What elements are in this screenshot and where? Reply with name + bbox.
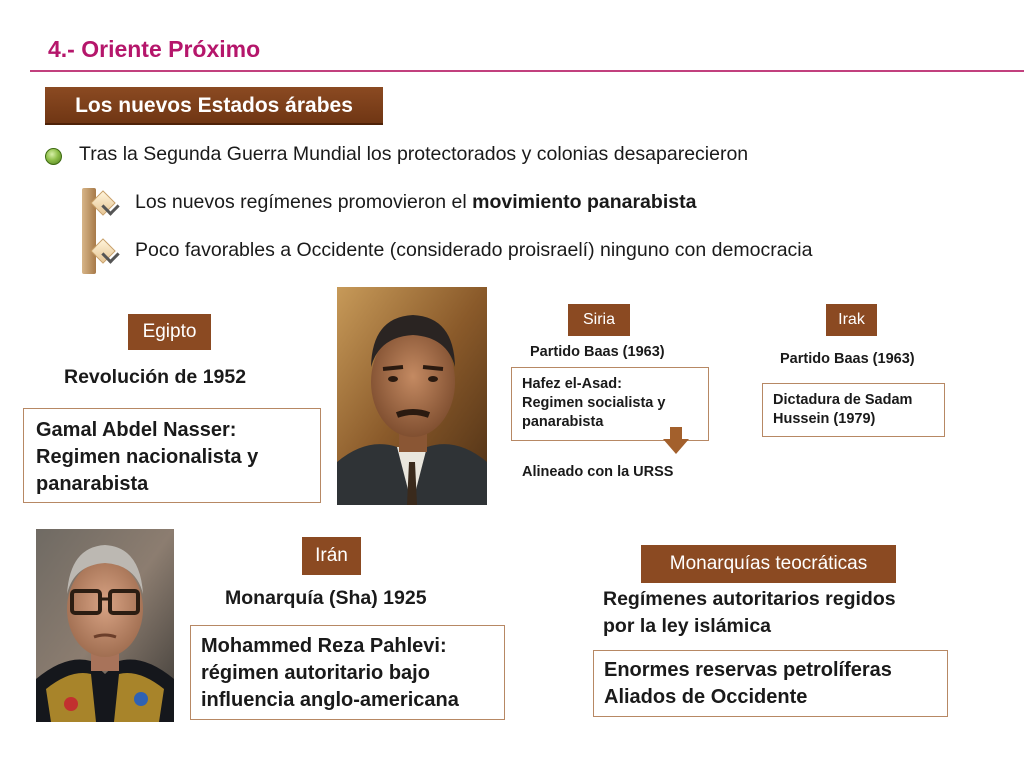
monarquias-box-line: Aliados de Occidente (604, 686, 808, 708)
intro-sub-1 (135, 191, 696, 214)
siria-box-line: Regimen socialista y (522, 395, 666, 411)
egipto-box-line: Gamal Abdel Nasser: (36, 419, 237, 441)
iran-box-line: influencia anglo-americana (201, 689, 459, 711)
intro-sub-1-bold: movimiento panarabista (472, 191, 697, 213)
iran-box-line: régimen autoritario bajo (201, 662, 430, 684)
iran-box (190, 625, 505, 720)
iran-tag: Irán (302, 537, 361, 575)
monarquias-box-line: Enormes reservas petrolíferas (604, 659, 892, 681)
intro-main-text: Tras la Segunda Guerra Mundial los protectorados y colonias desaparecieron (79, 143, 749, 165)
monarquias-desc-line: Regímenes autoritarios regidos (603, 588, 896, 610)
iran-event: Monarquía (Sha) 1925 (225, 587, 427, 609)
siria-box-line: panarabista (522, 414, 604, 430)
page-title: 4.- Oriente Próximo (48, 36, 261, 62)
arrow-down-icon (662, 427, 690, 455)
intro-sub-1-prefix: Los nuevos regímenes promovieron el (135, 191, 473, 213)
siria-party: Partido Baas (1963) (530, 344, 665, 360)
monarquias-desc (603, 586, 896, 640)
monarquias-desc-line: por la ley islámica (603, 615, 772, 637)
irak-box (762, 383, 945, 437)
siria-box-line: Hafez el-Asad: (522, 376, 622, 392)
iran-box-line: Mohammed Reza Pahlevi: (201, 635, 447, 657)
siria-tag: Siria (568, 304, 630, 336)
intro-sub-2: Poco favorables a Occidente (considerado proisraelí) ninguno con democracia (135, 239, 813, 261)
egipto-tag: Egipto (128, 314, 211, 350)
nasser-photo (337, 287, 487, 505)
monarquias-box (593, 650, 948, 717)
irak-party: Partido Baas (1963) (780, 351, 915, 367)
title-divider (30, 70, 1024, 72)
section-heading: Los nuevos Estados árabes (45, 87, 383, 125)
egipto-event: Revolución de 1952 (64, 366, 247, 388)
siria-aligned: Alineado con la URSS (522, 464, 674, 480)
irak-box-line: Dictadura de Sadam (773, 392, 913, 408)
monarquias-tag: Monarquías teocráticas (641, 545, 896, 583)
egipto-box-line: Regimen nacionalista y (36, 446, 259, 468)
irak-tag: Irak (826, 304, 877, 336)
irak-box-line: Hussein (1979) (773, 411, 876, 427)
egipto-box (23, 408, 321, 503)
pahlevi-photo (36, 529, 174, 722)
egipto-box-line: panarabista (36, 473, 149, 495)
bullet-icon (45, 148, 62, 165)
